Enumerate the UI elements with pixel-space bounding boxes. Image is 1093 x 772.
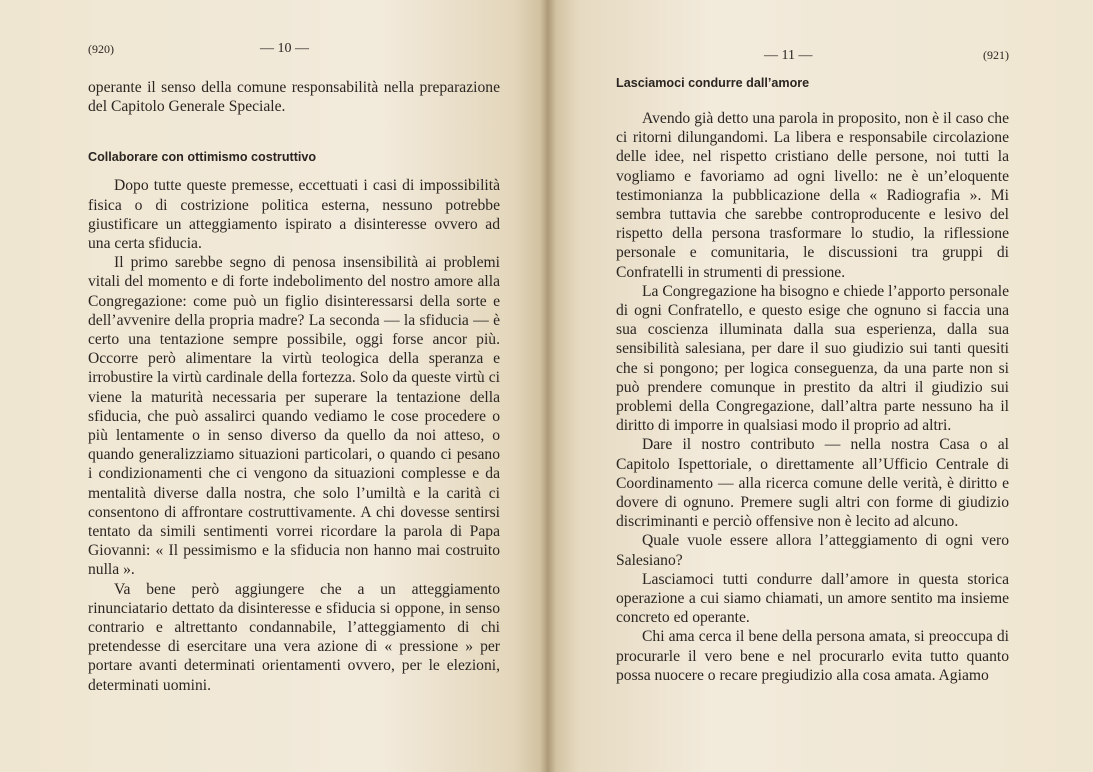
section-title-lasciamoci: Lasciamoci condurre dall’amore xyxy=(616,76,810,90)
right-page xyxy=(546,0,1093,772)
paragraph: Il primo sarebbe segno di penosa insensibilità ai problemi vitali del momento e di forte indebolimento del nostro amore alla Congregazione: come può un figlio disinteressarsi della sorte e dell’avvenire della propria madre? La seconda — la sfiducia — è certo una tentazione sempre possibile, oggi forse ancor più. Occorre però alimentare la virtù teologica della speranza e irrobustire la virtù cardinale della fortezza. Solo da queste virtù ci viene la maturità necessaria per superare la tentazione della sfiducia, che può assalirci quando vediamo le cose procedere o più lentamente o in senso diverso da quello da noi atteso, o quando generalizziamo situazioni particolari, o quando ci pesano i condizionamenti che ci vengono da situazioni complesse e da mentalità diverse dalla nostra, che solo l’umiltà e la carità ci consentono di affrontare costruttivamente. A chi dovesse sentirsi tentato da simili sentimenti vorrei ricordare la parola di Papa Giovanni: « Il pessimismo e la sfiducia non hanno mai costruito nulla ». xyxy=(88,254,500,579)
paragraph: Dopo tutte queste premesse, eccettuati i casi di impossibilità fisica o di costrizione politica esterna, nessuno potrebbe giustificare un atteggiamento ispirato a disinteresse ovvero ad una certa sfiducia. xyxy=(88,177,500,253)
left-page xyxy=(0,0,546,772)
paragraph: La Congregazione ha bisogno e chiede l’apporto personale di ogni Confratello, e questo esige che ognuno si faccia una sua coscienza illuminata dalla sua esperienza, dalla sua sensibilità salesiana, per dare il suo giudizio sui tanti quesiti che si pongono; per logica conseguenza, da una parte non si può prendere comunque in prestito da altri il giudizio sui problemi della Congregazione, dall’altra parte nessuno ha il diritto di imporre in qualsiasi modo il proprio ad altri. xyxy=(616,282,1009,435)
paragraph: Chi ama cerca il bene della persona amata, si preoccupa di procurarle il vero bene e nel procurarlo evita tutto quanto possa nuocere o recare pregiudizio alla cosa amata. Agiamo xyxy=(616,628,1009,684)
paragraph: Dare il nostro contributo — nella nostra Casa o al Capitolo Ispettoriale, o direttamente all’Ufficio Centrale di Coordinamento — alla ricerca comune delle verità, è diritto e dovere di ognuno. Premere sugli altri con forme di giudizio discriminanti e perciò offensive non è lecito ad alcuno. xyxy=(616,436,1009,531)
continuation-paragraph: operante il senso della comune responsabilità nella preparazione del Capitolo Generale Speciale. xyxy=(88,79,500,116)
left-body xyxy=(88,78,500,695)
paragraph: Lasciamoci tutti condurre dall’amore in questa storica operazione a cui siamo chiamati, un amore sentito ma insieme concreto ed operante. xyxy=(616,570,1009,627)
left-bracket-page-number: (920) xyxy=(88,42,114,56)
paragraph: Avendo già detto una parola in proposito, non è il caso che ci ritorni dilungandomi. La libera e responsabile circolazione delle idee, nel rispetto cristiano delle persone, noi tutti la vogliamo e favoriamo ad ogni livello: ne è un’eloquente testimonianza la pubblicazione della « Radiografia ». Mi sembra tuttavia che sarebbe controproducente e lesivo del rispetto della persona trasformare lo studio, la riflessione personale e comunitaria, le discussioni tra gruppi di Confratelli in strumenti di pressione. xyxy=(616,110,1009,281)
left-page-number: — 10 — xyxy=(260,41,309,56)
paragraph: Quale vuole essere allora l’atteggiamento di ogni vero Salesiano? xyxy=(616,532,1009,569)
section-title-collaborare: Collaborare con ottimismo costruttivo xyxy=(88,150,317,165)
right-running-head xyxy=(616,42,1009,68)
paragraph: Va bene però aggiungere che a un atteggiamento rinunciatario dettato da disinteresse e sfiducia si oppone, in senso contrario e altrettanto condannabile, l’atteggiamento di chi pretendesse di esercitare una vera azione di « pressione » per portare avanti determinati orientamenti ovvero, per le elezioni, determinati uomini. xyxy=(88,580,500,694)
book-gutter xyxy=(540,0,556,772)
right-bracket-page-number: (921) xyxy=(983,48,1009,62)
right-body xyxy=(616,76,1009,685)
left-running-head xyxy=(88,42,500,68)
right-page-number: — 11 — xyxy=(764,48,813,63)
